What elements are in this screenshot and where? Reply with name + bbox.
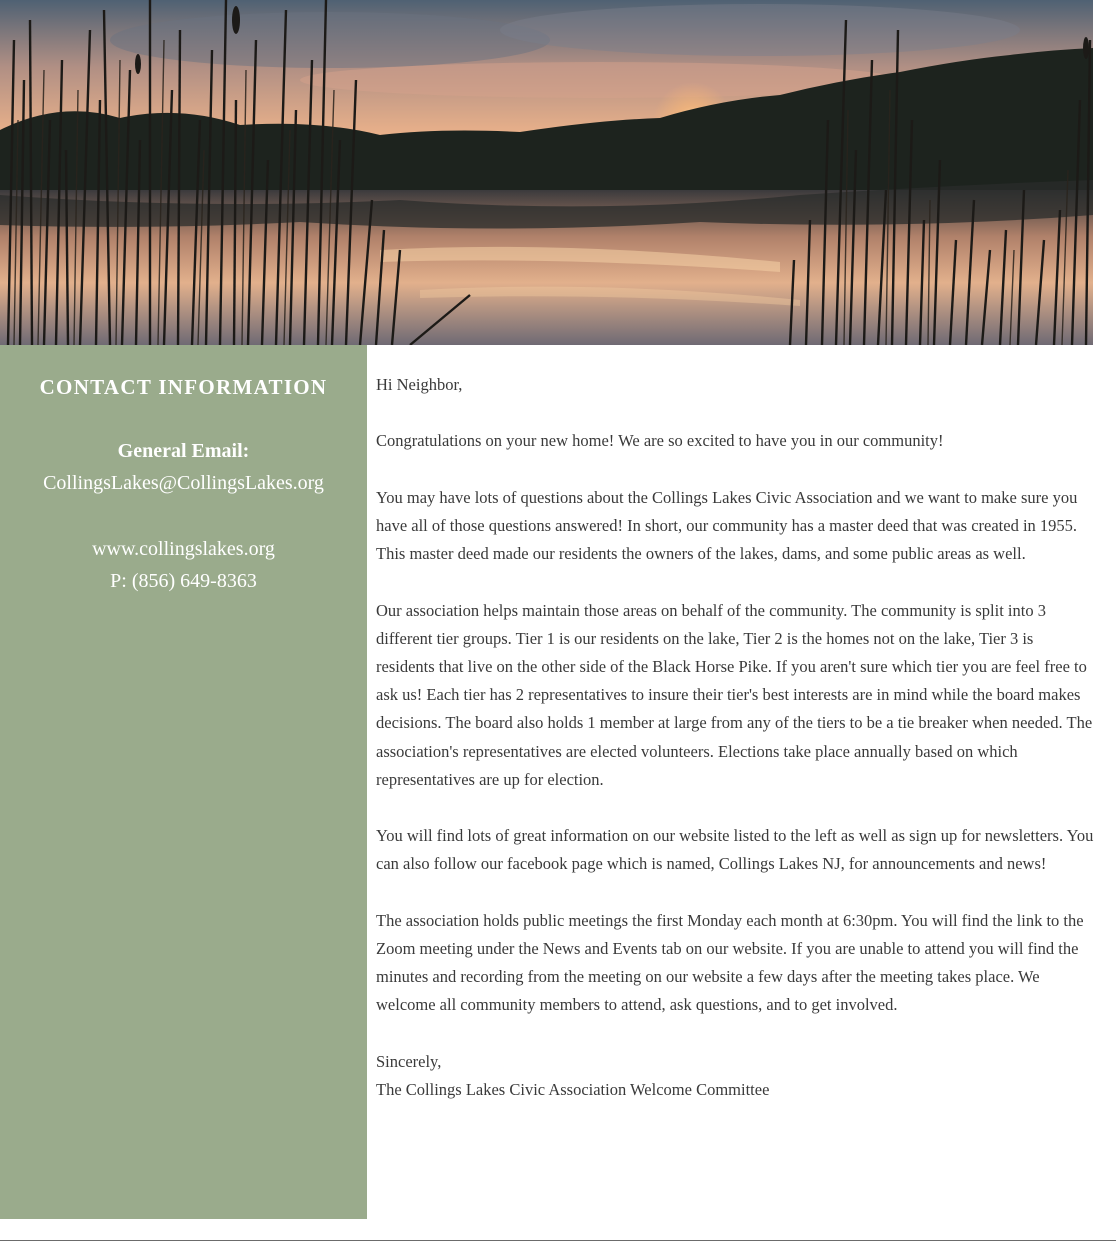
contact-sidebar	[0, 345, 367, 1219]
closing: Sincerely,	[376, 1051, 442, 1071]
signature: The Collings Lakes Civic Association Welcome Committee	[376, 1079, 770, 1099]
paragraph-congratulations: Congratulations on your new home! We are so excited to have you in our community!	[376, 431, 944, 451]
page-divider	[0, 1240, 1116, 1241]
welcome-letter	[376, 371, 1094, 1104]
phone-number: P: (856) 649-8363	[110, 570, 257, 592]
paragraph-tiers: Our association helps maintain those areas on behalf of the community. The community is split into 3 different tier groups. Tier 1 is our residents on the lake, Tier 2 is the homes not on the lake, Tier 3 is residents that live on the other side of the Black Horse Pike. If you aren't sure which tier you are feel free to ask us! Each tier has 2 representatives to insure their tier's best interests are in mind while the board makes decisions. The board also holds 1 member at large from any of the tiers to be a tie breaker when needed. The association's representatives are elected volunteers. Elections take place annually based on which representatives are up for election.	[376, 600, 1093, 789]
paragraph-meetings: The association holds public meetings the first Monday each month at 6:30pm. You will find the link to the Zoom meeting under the News and Events tab on our website. If you are unable to attend you will find the minutes and recording from the meeting on our website a few days after the meeting takes place. We welcome all community members to attend, ask questions, and to get involved.	[376, 910, 1084, 1015]
email-label: General Email:	[117, 440, 250, 462]
sunset-lake-photo	[0, 0, 1093, 345]
hero-image	[0, 0, 1093, 345]
paragraph-website: You will find lots of great information on our website listed to the left as well as sign up for newsletters. You can also follow our facebook page which is named, Collings Lakes NJ, for announcements and news!	[376, 826, 1094, 874]
website-link[interactable]: www.collingslakes.org	[92, 538, 275, 560]
contact-heading: CONTACT INFORMATION	[39, 375, 328, 399]
greeting: Hi Neighbor,	[376, 375, 463, 394]
paragraph-master-deed: You may have lots of questions about the Collings Lakes Civic Association and we want to make sure you have all of those questions answered! In short, our community has a master deed that was created in 1955. This master deed made our residents the owners of the lakes, dams, and some public areas as well.	[376, 487, 1078, 564]
email-address[interactable]: CollingsLakes@CollingsLakes.org	[43, 472, 324, 494]
